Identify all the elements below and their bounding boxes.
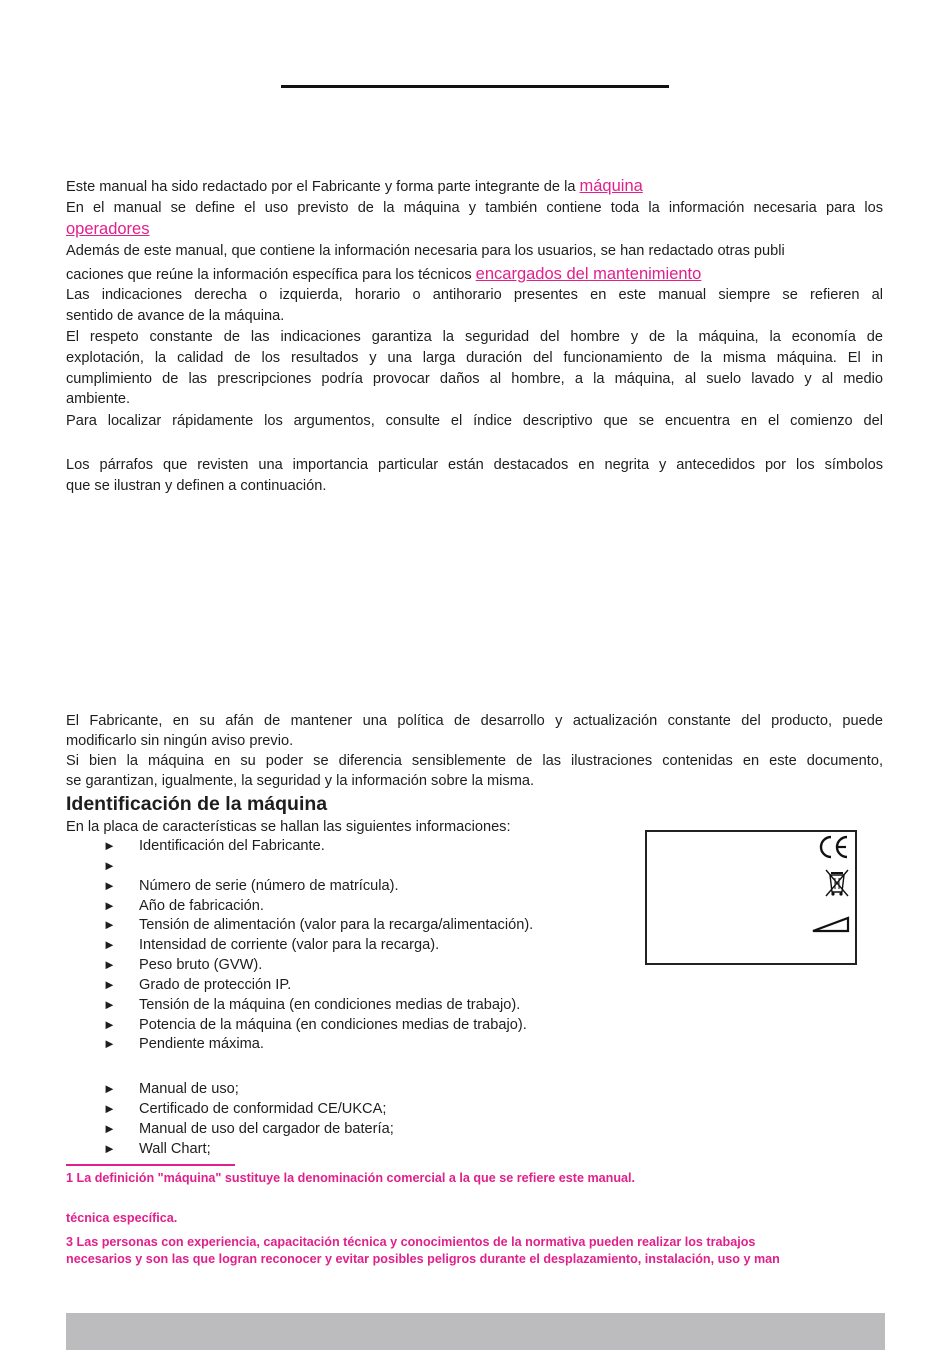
slope-icon: [811, 914, 851, 934]
bullet-arrow-icon: ►: [103, 1081, 116, 1096]
intro-paragraph-1: [66, 176, 883, 198]
paragraph-line: ambiente.: [66, 391, 131, 408]
footnote-1: 1 La definición "máquina" sustituye la denominación comercial a la que se refiere este manual.: [66, 1171, 636, 1185]
paragraph-line: En el manual se define el uso previsto de la máquina y también contiene toda la información necesaria para los: [66, 200, 883, 216]
list-item: ► Certificado de conformidad CE/UKCA;: [103, 1100, 387, 1117]
bullet-arrow-icon: ►: [103, 1036, 116, 1052]
list-item: ► Año de fabricación.: [103, 897, 264, 914]
footnote-2: técnica específica.: [66, 1211, 178, 1225]
intro-paragraph-5: [66, 327, 883, 410]
operadores-link[interactable]: operadores: [66, 219, 150, 238]
maquina-link[interactable]: máquina: [579, 177, 643, 195]
list-item: ► Tensión de la máquina (en condiciones medias de trabajo).: [103, 996, 521, 1013]
ce-mark-icon: [818, 834, 850, 860]
paragraph-line: explotación, la calidad de los resultados y una larga duración del funcionamiento de la misma máquina. El in: [66, 349, 883, 366]
bullet-arrow-icon: ►: [103, 917, 116, 933]
bullet-arrow-icon: ►: [103, 996, 116, 1012]
list-item: ► Wall Chart;: [103, 1140, 211, 1157]
intro-paragraph-9: [66, 751, 883, 791]
mantenimiento-link[interactable]: encargados del mantenimiento: [475, 264, 702, 283]
list-item: ► Intensidad de corriente (valor para la recarga).: [103, 937, 440, 954]
list-item: [103, 856, 533, 876]
paragraph-line: Las indicaciones derecha o izquierda, horario o antihorario presentes en este manual siempre se refieren al: [66, 287, 883, 303]
bullet-arrow-icon: ►: [103, 937, 116, 953]
paragraph-line: Los párrafos que revisten una importancia particular están destacados en negrita y antecedidos por los símbolos: [66, 457, 883, 473]
bullet-arrow-icon: ►: [103, 1140, 116, 1156]
intro-paragraph-7: [66, 455, 883, 497]
paragraph-line: Si bien la máquina en su poder se diferencia sensiblemente de las ilustraciones contenidas en este documento,: [66, 753, 883, 769]
intro-paragraph-2: [66, 198, 883, 241]
list-item: ► Grado de protección IP.: [103, 976, 292, 993]
paragraph-line: modificarlo sin ningún aviso previo.: [66, 733, 294, 749]
list-item: ► Número de serie (número de matrícula).: [103, 877, 399, 894]
bullet-arrow-icon: ►: [103, 838, 116, 853]
section-heading: Identificación de la máquina: [66, 793, 328, 815]
identification-plate: [645, 830, 857, 965]
paragraph-text: caciones que reúne la información específica para los técnicos: [66, 266, 476, 283]
bullet-arrow-icon: ►: [103, 1100, 116, 1116]
paragraph-line: cumplimiento de las prescripciones podría provocar daños al hombre, a la máquina, al suelo lavado y al medio: [66, 370, 883, 387]
paragraph-line: que se ilustran y definen a continuación.: [66, 477, 327, 494]
paragraph-line: se garantizan, igualmente, la seguridad y la información sobre la misma.: [66, 773, 535, 789]
bullet-arrow-icon: ►: [103, 857, 116, 873]
list-item: ► Peso bruto (GVW).: [103, 957, 263, 974]
bullet-arrow-icon: ►: [103, 897, 116, 913]
list-item: ► Manual de uso del cargador de batería;: [103, 1120, 394, 1137]
bullet-arrow-icon: ►: [103, 1120, 116, 1136]
footer-bar: [66, 1313, 885, 1350]
plate-info-list: [103, 836, 533, 1054]
bullet-arrow-icon: ►: [103, 1016, 116, 1032]
list-item: ► Manual de uso;: [103, 1081, 239, 1097]
supplied-documents-list: [103, 1079, 394, 1158]
footnote-3: 3 Las personas con experiencia, capacitación técnica y conocimientos de la normativa pueden realizar los trabajos necesarios y son las que logran reconocer y evitar posibles peligros durante el desplazamiento, instalación, uso y man: [66, 1235, 780, 1266]
list-item: ► Potencia de la máquina (en condiciones medias de trabajo).: [103, 1016, 527, 1033]
paragraph-text: Este manual ha sido redactado por el Fabricante y forma parte integrante de la: [66, 179, 580, 195]
intro-paragraph-3: [66, 241, 883, 286]
intro-paragraph-8: [66, 711, 883, 751]
list-item: ► Tensión de alimentación (valor para la recarga/alimentación).: [103, 917, 534, 934]
paragraph-line: El respeto constante de las indicaciones garantiza la seguridad del hombre y de la máquina, la economía de: [66, 329, 883, 345]
bullet-arrow-icon: ►: [103, 877, 116, 893]
intro-paragraph-4: [66, 285, 883, 327]
paragraph-line: Para localizar rápidamente los argumentos, consulte el índice descriptivo que se encuentra en el comienzo del: [66, 413, 883, 429]
intro-paragraph-6: [66, 411, 883, 432]
paragraph-line: sentido de avance de la máquina.: [66, 307, 285, 324]
section-intro: En la placa de características se hallan las siguientes informaciones:: [66, 819, 511, 835]
paragraph-line: Además de este manual, que contiene la información necesaria para los usuarios, se han redactado otras publi: [66, 243, 785, 259]
title-underline: [281, 85, 669, 88]
footnote-separator: [66, 1164, 235, 1166]
bullet-arrow-icon: ►: [103, 976, 116, 992]
list-item: ► Pendiente máxima.: [103, 1036, 264, 1053]
list-item: ► Identificación del Fabricante.: [103, 838, 325, 854]
bullet-arrow-icon: ►: [103, 957, 116, 973]
crossed-bin-icon: [823, 868, 851, 898]
paragraph-line: El Fabricante, en su afán de mantener una política de desarrollo y actualización constante del producto, puede: [66, 713, 883, 729]
